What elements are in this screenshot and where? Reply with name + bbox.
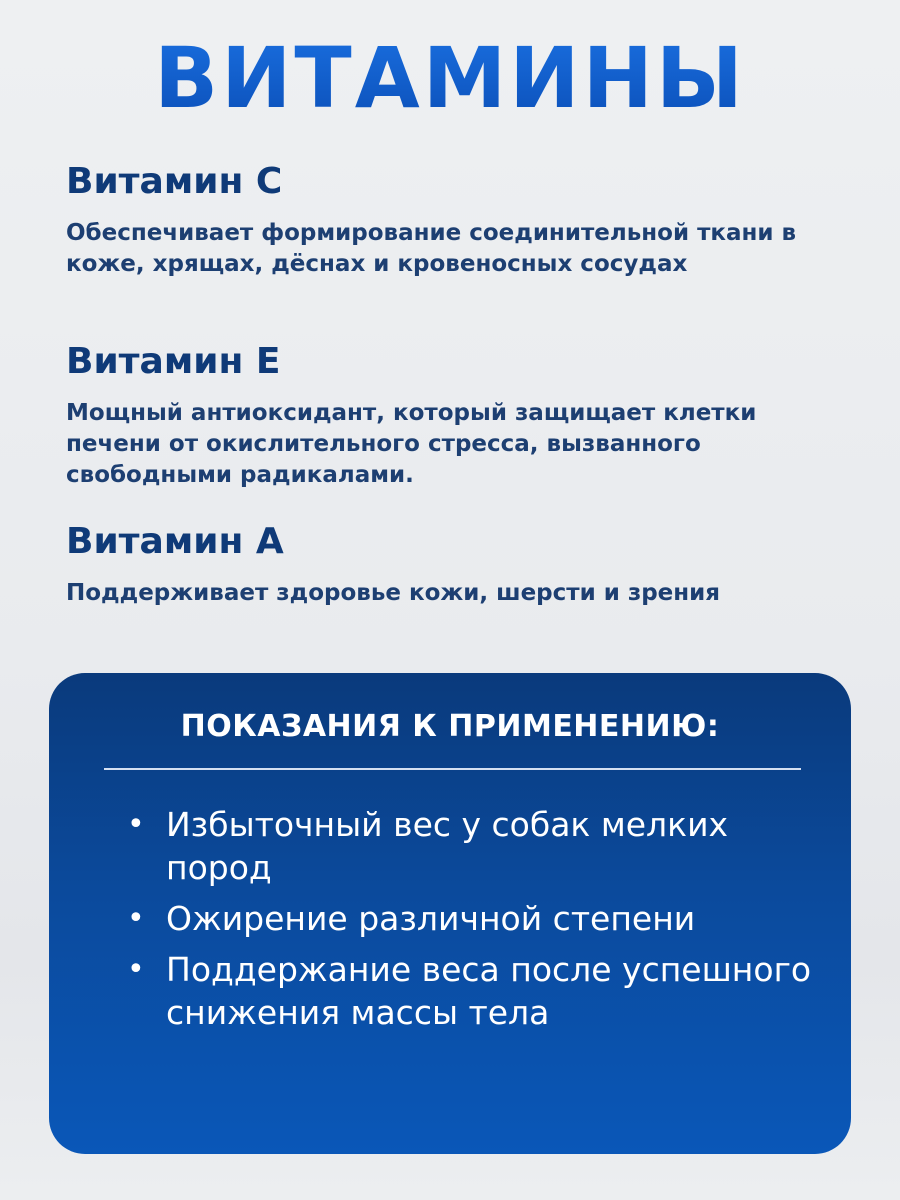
indications-panel [49,673,851,1154]
list-item [107,897,827,940]
bullet-icon: • [127,807,145,842]
vitamin-a-name: Витамин А [66,521,284,562]
bullet-icon: • [127,901,145,936]
vitamin-e-section [66,340,856,491]
vitamin-e-description: Мощный антиоксидант, который защищает клетки печени от окислительного стресса, вызванного свободными радикалами. [66,400,757,488]
indication-text: Избыточный вес у собак мелких пород [166,805,729,887]
vitamin-e-name: Витамин Е [66,341,281,382]
vitamin-c-name: Витамин С [66,161,283,202]
bullet-icon: • [127,952,145,987]
list-item [107,803,827,889]
indication-text: Поддержание веса после успешного снижения массы тела [166,950,812,1032]
indication-text: Ожирение различной степени [166,899,696,938]
indications-list [107,803,827,1042]
vitamin-c-description: Обеспечивает формирование соединительной ткани в коже, хрящах, дёснах и кровеносных сосудах [66,220,797,277]
vitamin-a-section [66,520,856,609]
list-item [107,948,827,1034]
vitamin-a-description: Поддерживает здоровье кожи, шерсти и зрения [66,580,721,606]
indications-divider [104,768,801,770]
indications-title: ПОКАЗАНИЯ К ПРИМЕНЕНИЮ: [180,709,720,744]
page-title: ВИТАМИНЫ [0,28,900,128]
vitamin-c-section [66,160,856,280]
